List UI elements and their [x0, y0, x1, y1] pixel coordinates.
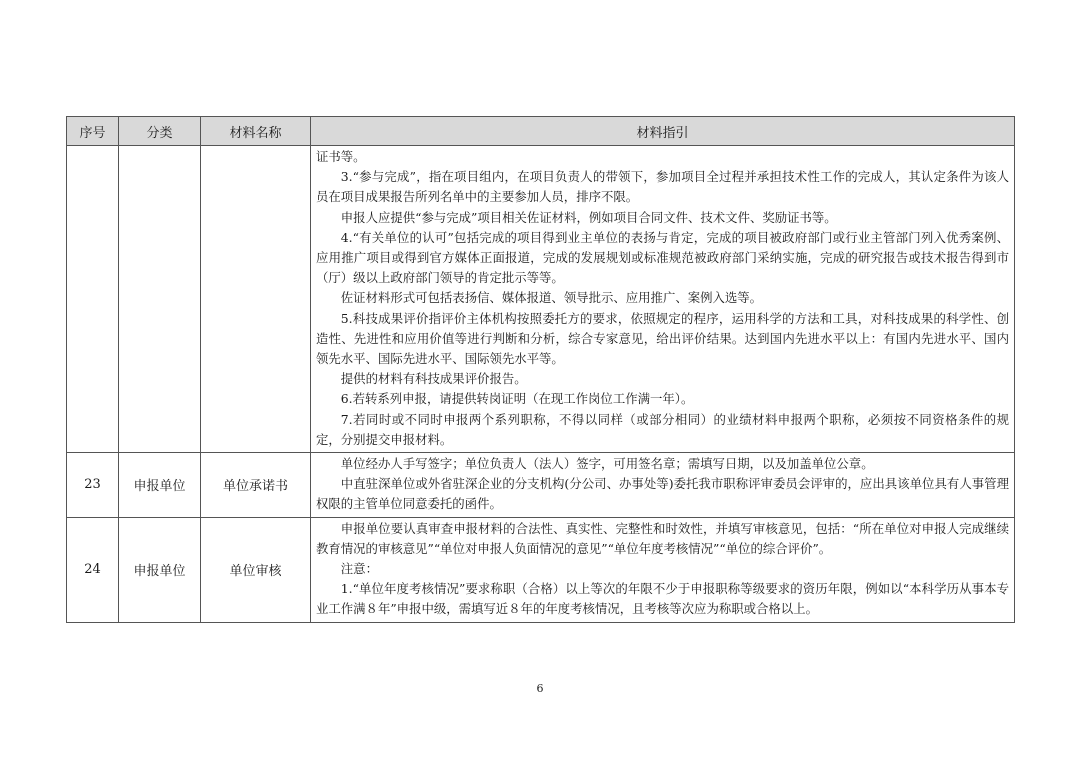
header-category: 分类 — [119, 117, 201, 146]
continued-name-cell — [201, 146, 311, 453]
guide-paragraph: 提供的材料有科技成果评价报告。 — [340, 371, 527, 387]
guide-paragraph: 注意： — [340, 561, 378, 577]
table-row — [67, 517, 1015, 622]
continued-category-cell — [119, 146, 201, 453]
row-category: 申报单位 — [119, 517, 201, 622]
page-number: 6 — [536, 682, 544, 695]
guide-paragraph: 6.若转系列申报，请提供转岗证明（在现工作岗位工作满一年）。 — [340, 391, 694, 407]
header-material-name: 材料名称 — [201, 117, 311, 146]
guide-paragraph: 7.若同时或不同时申报两个系列职称，不得以同样（或部分相同）的业绩材料申报两个职称，必须按不同资格条件的规定，分别提交申报材料。 — [316, 411, 1009, 447]
guide-paragraph: 单位经办人手写签字；单位负责人（法人）签字，可用签名章；需填写日期，以及加盖单位公章。 — [340, 456, 874, 472]
guide-paragraph: 申报人应提供“参与完成”项目相关佐证材料，例如项目合同文件、技术文件、奖励证书等。 — [340, 209, 837, 225]
guide-paragraph: 证书等。 — [316, 149, 366, 164]
materials-table — [66, 116, 1015, 623]
row-serial-number: 23 — [67, 453, 119, 518]
row-serial-number: 24 — [67, 517, 119, 622]
guide-paragraph: 5.科技成果评价指评价主体机构按照委托方的要求，依照规定的程序，运用科学的方法和工具，对科技成果的科学性、创造性、先进性和应用价值等进行判断和分析，综合专家意见，给出评价结果。达到国内先进水平以上：有国内先进水平、国内领先水平、国际先进水平、国际领先水平等。 — [316, 310, 1009, 367]
guide-paragraph: 申报单位要认真审查申报材料的合法性、真实性、完整性和时效性，并填写审核意见，包括：“所在单位对申报人完成继续教育情况的审核意见”“单位对申报人负面情况的意见”“单位年度考核情况”“单位的综合评价”。 — [316, 520, 1009, 556]
row-material-name: 单位审核 — [201, 517, 311, 622]
guide-paragraph: 1.“单位年度考核情况”要求称职（合格）以上等次的年限不少于申报职称等级要求的资历年限，例如以“本科学历从事本专业工作满８年”申报中级，需填写近８年的年度考核情况，且考核等次应为称职或合格以上。 — [316, 581, 1009, 617]
table-row — [67, 453, 1015, 518]
guide-paragraph: 4.“有关单位的认可”包括完成的项目得到业主单位的表扬与肯定，完成的项目被政府部门或行业主管部门列入优秀案例、应用推广项目或得到官方媒体正面报道，完成的发展规划或标准规范被政府部门采纳实施，完成的研究报告或技术报告得到市（厅）级以上政府部门领导的肯定批示等等。 — [316, 229, 1009, 286]
table-row-continued — [67, 146, 1015, 453]
guide-paragraph: 3.“参与完成”，指在项目组内，在项目负责人的带领下，参加项目全过程并承担技术性工作的完成人，其认定条件为该人员在项目成果报告所列名单中的主要参加人员，排序不限。 — [316, 169, 1009, 205]
row-guide-cell — [311, 453, 1015, 518]
header-serial-number: 序号 — [67, 117, 119, 146]
guide-paragraphs — [316, 147, 1009, 450]
guide-paragraphs — [316, 454, 1009, 515]
continued-guide-cell — [311, 146, 1015, 453]
guide-paragraph: 佐证材料形式可包括表扬信、媒体报道、领导批示、应用推广、案例入选等。 — [340, 290, 763, 306]
row-material-name: 单位承诺书 — [201, 453, 311, 518]
row-guide-cell — [311, 517, 1015, 622]
guide-paragraphs — [316, 519, 1009, 620]
header-material-guide: 材料指引 — [311, 117, 1015, 146]
continued-serial-cell — [67, 146, 119, 453]
table-header-row — [67, 117, 1015, 146]
guide-paragraph: 中直驻深单位或外省驻深企业的分支机构(分公司、办事处等)委托我市职称评审委员会评审的，应出具该单位具有人事管理权限的主管单位同意委托的函件。 — [316, 476, 1009, 512]
row-category: 申报单位 — [119, 453, 201, 518]
